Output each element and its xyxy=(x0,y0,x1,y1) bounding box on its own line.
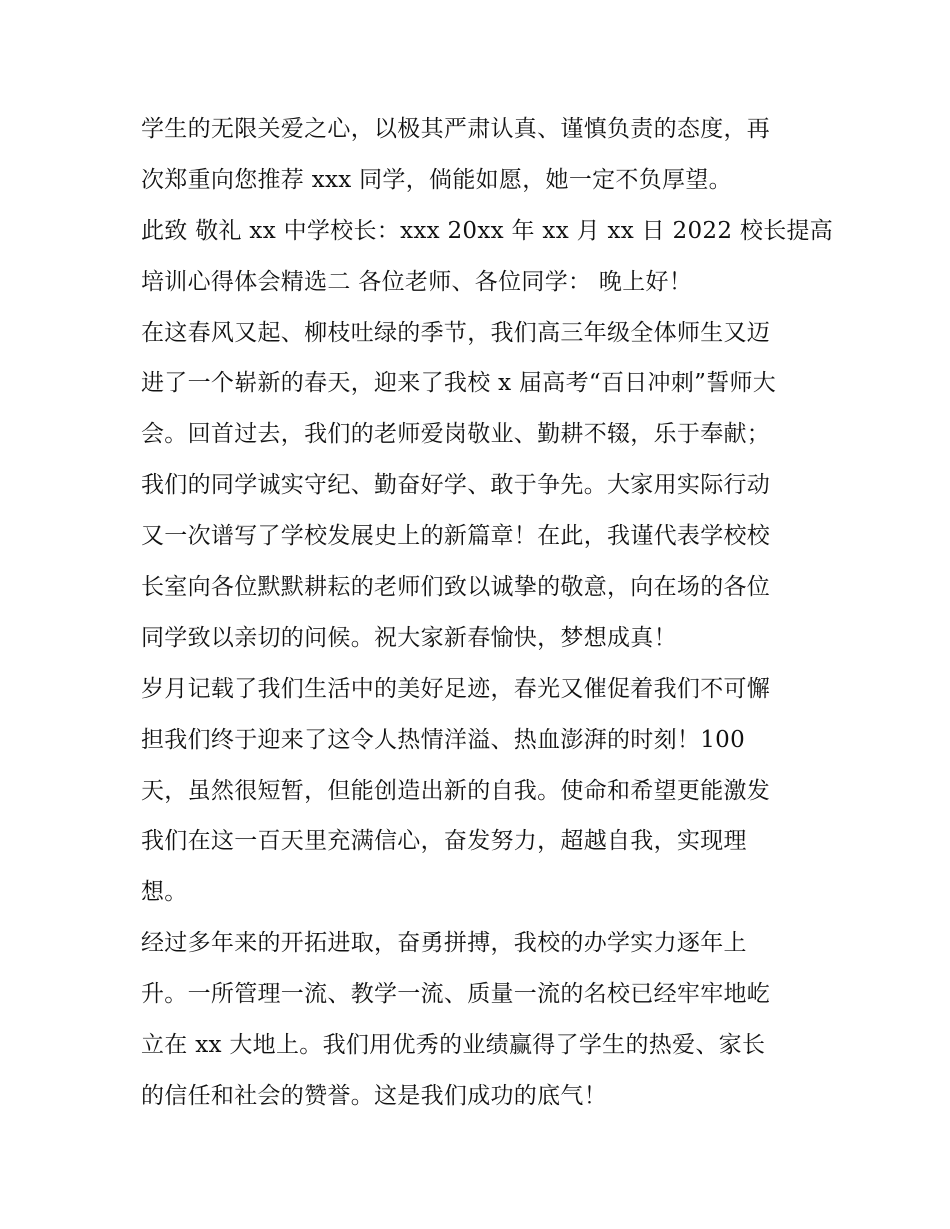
text-line: 又一次谱写了学校发展史上的新篇章！在此，我谨代表学校校 xyxy=(141,523,771,550)
text-line: 我们的同学诚实守纪、勤奋好学、敢于争先。大家用实际行动 xyxy=(141,472,771,499)
text-line: 想。 xyxy=(141,879,188,906)
text-line: 担我们终于迎来了这令人热情洋溢、热血澎湃的时刻！100 xyxy=(141,726,745,753)
text-line: 岁月记载了我们生活中的美好足迹，春光又催促着我们不可懈 xyxy=(141,675,771,702)
text-line: 在这春风又起、柳枝吐绿的季节，我们高三年级全体师生又迈 xyxy=(141,319,771,346)
text-line: 培训心得体会精选二 各位老师、各位同学： 晚上好！ xyxy=(141,268,693,295)
text-line: 的信任和社会的赞誉。这是我们成功的底气！ xyxy=(141,1082,607,1109)
document-body xyxy=(141,104,834,1122)
text-line: 升。一所管理一流、教学一流、质量一流的名校已经牢牢地屹 xyxy=(141,981,771,1008)
text-line: 次郑重向您推荐 xxx 同学，倘能如愿，她一定不负厚望。 xyxy=(141,166,732,193)
text-line: 经过多年来的开拓进取，奋勇拼搏，我校的办学实力逐年上 xyxy=(141,930,747,957)
text-line: 此致 敬礼 xx 中学校长：xxx 20xx 年 xx 月 xx 日 2022 校长提高 xyxy=(141,217,834,244)
text-line: 我们在这一百天里充满信心，奋发努力，超越自我，实现理 xyxy=(141,828,747,855)
text-line: 同学致以亲切的问候。祝大家新春愉快，梦想成真！ xyxy=(141,624,677,651)
text-line: 会。回首过去，我们的老师爱岗敬业、勤耕不辍，乐于奉献； xyxy=(141,421,771,448)
text-line: 学生的无限关爱之心，以极其严肃认真、谨慎负责的态度，再 xyxy=(141,116,771,142)
text-line: 长室向各位默默耕耘的老师们致以诚挚的敬意，向在场的各位 xyxy=(141,574,771,601)
text-line: 天，虽然很短暂，但能创造出新的自我。使命和希望更能激发 xyxy=(141,777,771,804)
text-line: 进了一个崭新的春天，迎来了我校 x 届高考“百日冲刺”誓师大 xyxy=(141,370,777,397)
text-line: 立在 xx 大地上。我们用优秀的业绩赢得了学生的热爱、家长 xyxy=(141,1032,766,1059)
